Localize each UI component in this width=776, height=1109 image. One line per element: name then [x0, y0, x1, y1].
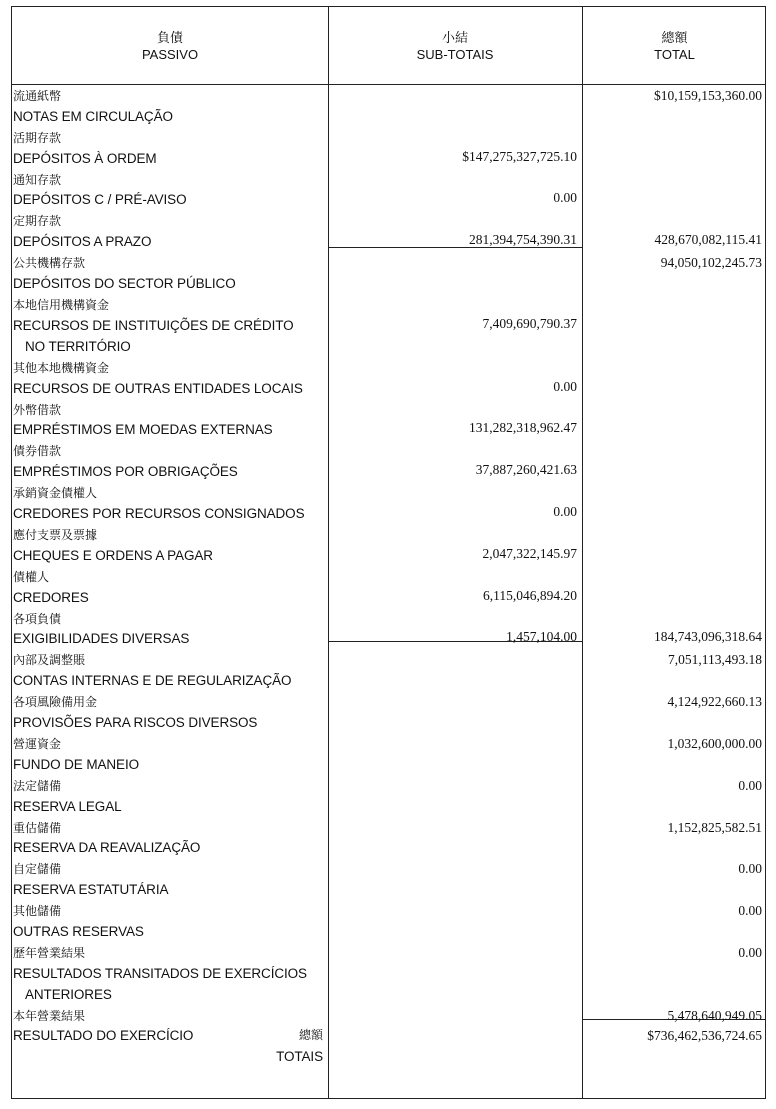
row-label-pt: RESULTADOS TRANSITADOS DE EXERCÍCIOS: [13, 965, 307, 981]
row-label-pt: CHEQUES E ORDENS A PAGAR: [13, 547, 213, 563]
row-label-zh: 重估儲備: [13, 820, 62, 835]
row-total: 428,670,082,115.41: [654, 232, 762, 248]
header-total-zh: 總額: [661, 29, 688, 45]
row-total: 0.00: [738, 861, 762, 877]
table-row: [13, 692, 257, 734]
row-label-zh: 定期存款: [13, 214, 62, 229]
totals-label-pt: TOTAIS: [276, 1049, 323, 1064]
row-total: 7,051,113,493.18: [668, 652, 762, 668]
row-subtotal: 1,457,104.00: [506, 629, 577, 645]
row-label-pt: CREDORES: [13, 589, 89, 605]
header-divider: [12, 84, 765, 85]
row-total: 0.00: [738, 777, 762, 793]
row-subtotal: $147,275,327,725.10: [462, 148, 577, 164]
totals-value: $736,462,536,724.65: [647, 1028, 762, 1043]
row-subtotal: 0.00: [553, 503, 577, 519]
row-label-pt: ANTERIORES: [25, 986, 112, 1002]
header-passivo-pt: PASSIVO: [141, 46, 199, 62]
row-label-zh: 自定儲備: [13, 862, 62, 877]
row-label-zh: 活期存款: [13, 130, 62, 145]
row-label-zh: 承銷資金債權人: [13, 486, 98, 501]
table-row: [13, 358, 303, 400]
row-total: 94,050,102,245.73: [660, 255, 762, 271]
row-label-pt: RECURSOS DE OUTRAS ENTIDADES LOCAIS: [13, 380, 303, 396]
row-label-pt: RESERVA LEGAL: [13, 798, 122, 814]
balance-sheet-table: [11, 6, 766, 1099]
row-total: 0.00: [738, 903, 762, 919]
row-label-pt: OUTRAS RESERVAS: [13, 923, 144, 939]
row-label-zh: 各項負債: [13, 611, 62, 626]
row-total: 4,124,922,660.13: [667, 694, 762, 710]
table-row: [13, 253, 236, 295]
row-label-pt: PROVISÕES PARA RISCOS DIVERSOS: [13, 714, 258, 730]
header-passivo: [12, 7, 328, 84]
row-label-zh: 本年營業結果: [13, 1008, 86, 1023]
table-row: [13, 567, 89, 609]
row-total: 5,478,640,949.05: [667, 1007, 762, 1023]
row-label-pt: EMPRÉSTIMOS EM MOEDAS EXTERNAS: [13, 422, 273, 438]
row-label-pt: DEPÓSITOS DO SECTOR PÚBLICO: [13, 276, 236, 292]
header-subtotais: [328, 7, 582, 84]
row-label-pt: NO TERRITÓRIO: [25, 338, 131, 354]
table-row: [13, 943, 307, 1006]
row-label-pt: DEPÓSITOS A PRAZO: [13, 234, 152, 250]
totals-label-zh: 總額: [298, 1028, 323, 1042]
row-label-zh: 通知存款: [13, 172, 62, 187]
row-label-pt: RESERVA DA REAVALIZAÇÃO: [13, 840, 201, 856]
row-label-pt: EXIGIBILIDADES DIVERSAS: [13, 631, 190, 647]
row-label-zh: 其他本地機構資金: [13, 360, 110, 375]
row-label-pt: FUNDO DE MANEIO: [13, 756, 140, 772]
table-row: [13, 483, 305, 525]
header-total: [582, 7, 767, 84]
row-total: 1,032,600,000.00: [667, 735, 762, 751]
row-label-pt: DEPÓSITOS C / PRÉ-AVISO: [13, 192, 187, 208]
row-label-pt: EMPRÉSTIMOS POR OBRIGAÇÕES: [13, 464, 238, 480]
row-label-pt: RESULTADO DO EXERCÍCIO: [13, 1028, 194, 1044]
row-label-pt: CREDORES POR RECURSOS CONSIGNADOS: [13, 505, 305, 521]
row-subtotal: 2,047,322,145.97: [482, 545, 577, 561]
row-total: 0.00: [738, 944, 762, 960]
totals-label: [12, 1025, 323, 1067]
row-label-zh: 營運資金: [13, 736, 62, 751]
row-subtotal: 6,115,046,894.20: [483, 587, 577, 603]
row-subtotal: 37,887,260,421.63: [475, 462, 577, 478]
table-row: [13, 818, 200, 860]
table-row: [13, 211, 151, 253]
row-label-zh: 其他儲備: [13, 904, 62, 919]
row-label-zh: 本地信用機構資金: [13, 298, 110, 312]
table-row: [13, 295, 294, 358]
row-label-zh: 內部及調整賬: [13, 653, 86, 668]
table-row: [13, 170, 187, 212]
row-subtotal: 131,282,318,962.47: [469, 420, 577, 436]
table-row: [13, 650, 291, 692]
column-divider: [582, 7, 583, 1098]
row-total: 184,743,096,318.64: [654, 629, 762, 645]
table-row: [13, 609, 189, 651]
row-subtotal: 281,394,754,390.31: [469, 232, 577, 248]
row-total: $10,159,153,360.00: [654, 88, 762, 103]
row-subtotal: 7,409,690,790.37: [482, 315, 577, 331]
row-label-pt: CONTAS INTERNAS E DE REGULARIZAÇÃO: [13, 673, 292, 689]
row-label-zh: 債券借款: [13, 444, 62, 459]
table-row: [13, 400, 273, 442]
row-label-zh: 流通紙幣: [13, 89, 62, 103]
table-row: [13, 128, 157, 170]
row-label-zh: 公共機構存款: [13, 256, 86, 271]
row-label-zh: 法定儲備: [13, 778, 62, 793]
table-row: [13, 901, 144, 943]
row-label-zh: 歷年營業結果: [13, 945, 86, 960]
table-row: [13, 86, 173, 128]
table-row: [13, 776, 122, 818]
row-subtotal: 0.00: [553, 378, 577, 394]
row-total: 1,152,825,582.51: [667, 819, 762, 835]
table-row: [13, 859, 168, 901]
header-passivo-zh: 負債: [156, 29, 183, 45]
row-label-pt: NOTAS EM CIRCULAÇÃO: [13, 108, 173, 124]
row-label-zh: 應付支票及票據: [13, 527, 98, 542]
header-subtotais-zh: 小結: [441, 29, 468, 45]
row-label-zh: 各項風險備用金: [13, 695, 98, 710]
row-label-pt: DEPÓSITOS À ORDEM: [13, 150, 157, 166]
header-total-pt: TOTAL: [654, 46, 695, 62]
row-label-zh: 外幣借款: [13, 402, 62, 417]
row-label-zh: 債權人: [13, 569, 50, 584]
row-label-pt: RECURSOS DE INSTITUIÇÕES DE CRÉDITO: [13, 317, 294, 333]
table-row: [13, 734, 139, 776]
table-row: [13, 441, 238, 483]
table-row: [13, 525, 213, 567]
row-subtotal: 0.00: [553, 190, 577, 206]
header-subtotais-pt: SUB-TOTAIS: [416, 46, 494, 62]
column-divider: [328, 7, 329, 1098]
row-label-pt: RESERVA ESTATUTÁRIA: [13, 882, 169, 898]
